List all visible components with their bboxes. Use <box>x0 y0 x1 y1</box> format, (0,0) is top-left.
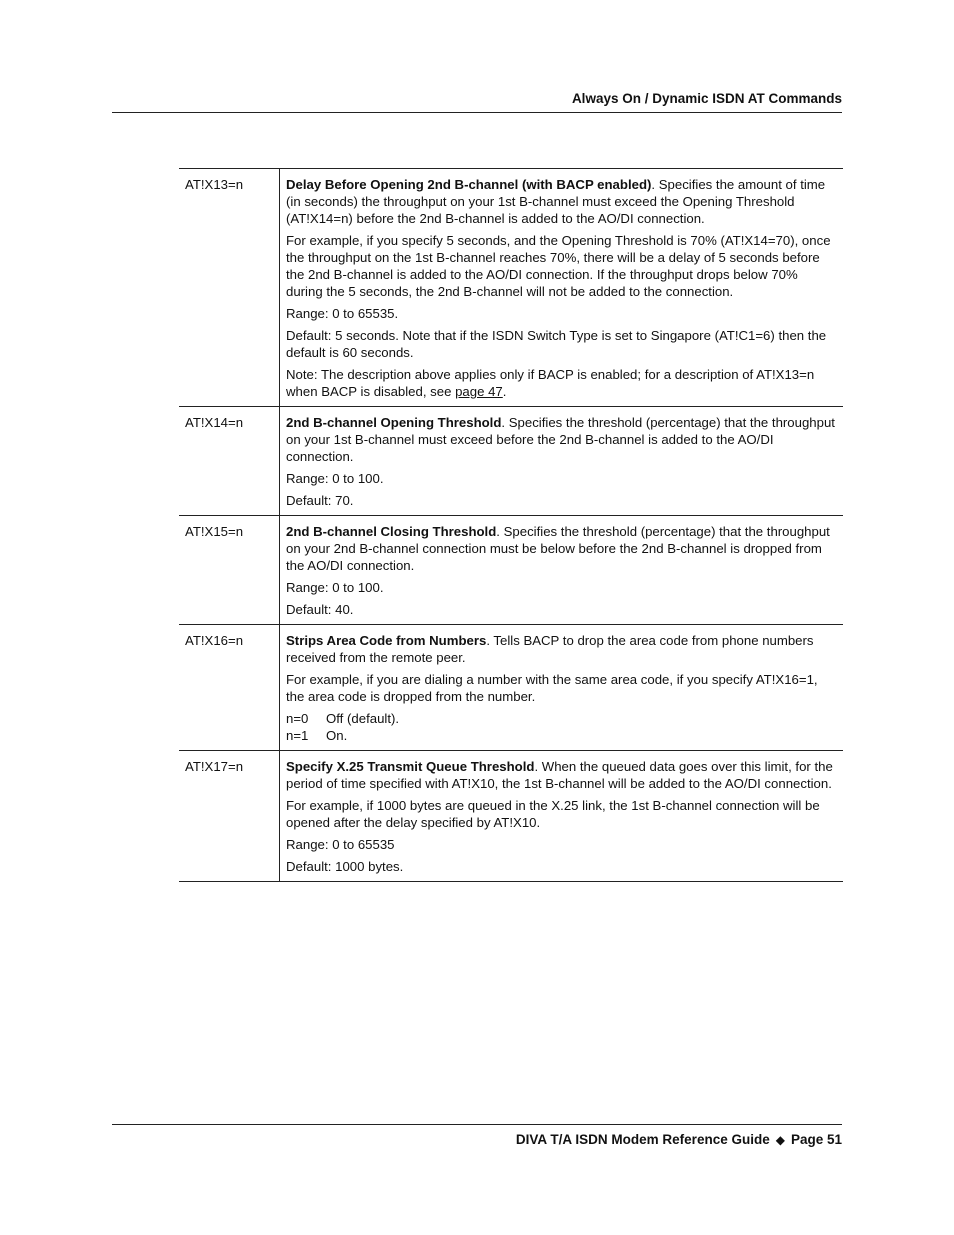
diamond-icon: ◆ <box>775 1133 785 1147</box>
table-row <box>179 407 843 516</box>
option-key: n=0 <box>286 711 309 726</box>
note-end: . <box>502 384 507 399</box>
command-name: AT!X13=n <box>179 169 280 407</box>
command-description <box>280 169 844 407</box>
command-range: Range: 0 to 65535. <box>286 306 399 321</box>
option-value: On. <box>326 728 348 743</box>
footer-divider <box>112 1124 842 1125</box>
command-name: AT!X14=n <box>179 407 280 516</box>
option-list <box>286 710 835 744</box>
command-intro: . When the queued data goes over this limit, for the period of time specified with AT!X10, the 1st B-channel will be added to the AO/DI connection. <box>286 759 833 791</box>
command-example: For example, if 1000 bytes are queued in the X.25 link, the 1st B-channel connection will be opened after the delay specified by AT!X10. <box>286 798 820 830</box>
command-name: AT!X16=n <box>179 625 280 751</box>
running-footer <box>516 1132 842 1147</box>
page-47-link[interactable]: page 47 <box>455 384 503 399</box>
option-row <box>286 710 835 727</box>
command-example: For example, if you specify 5 seconds, and the Opening Threshold is 70% (AT!X14=70), once the throughput on the 1st B-channel reaches 70%, there will be a delay of 5 seconds before the 2nd B-channel is added to the AO/DI connection. If the throughput drops below 70% during the 5 seconds, the 2nd B-channel will not be added to the connection. <box>286 233 831 299</box>
page-number: Page 51 <box>790 1132 842 1147</box>
command-intro: . Tells BACP to drop the area code from phone numbers received from the remote peer. <box>286 633 814 665</box>
command-title: 2nd B-channel Closing Threshold <box>286 524 497 539</box>
option-row <box>286 727 835 744</box>
command-range: Range: 0 to 100. <box>286 580 384 595</box>
command-intro: . Specifies the threshold (percentage) that the throughput on your 2nd B-channel connection must be below before the 2nd B-channel is dropped from the AO/DI connection. <box>286 524 830 573</box>
command-default: Default: 70. <box>286 493 354 508</box>
header-divider <box>112 112 842 113</box>
command-name: AT!X17=n <box>179 751 280 882</box>
command-title: Specify X.25 Transmit Queue Threshold <box>286 759 535 774</box>
command-range: Range: 0 to 65535 <box>286 837 395 852</box>
command-table <box>179 168 843 882</box>
table-row <box>179 516 843 625</box>
table-row <box>179 751 843 882</box>
note-text: Note: The description above applies only if BACP is enabled; for a description of AT!X13=n when BACP is disabled, see <box>286 367 815 399</box>
command-example: For example, if you are dialing a number with the same area code, if you specify AT!X16=1, the area code is dropped from the number. <box>286 672 818 704</box>
command-title: 2nd B-channel Opening Threshold <box>286 415 502 430</box>
table-row <box>179 169 843 407</box>
command-default: Default: 5 seconds. Note that if the ISDN Switch Type is set to Singapore (AT!C1=6) then the default is 60 seconds. <box>286 328 827 360</box>
table-row <box>179 625 843 751</box>
command-default: Default: 1000 bytes. <box>286 859 404 874</box>
command-name: AT!X15=n <box>179 516 280 625</box>
command-note <box>286 366 835 400</box>
command-description <box>280 407 844 516</box>
running-header: Always On / Dynamic ISDN AT Commands <box>571 91 842 106</box>
option-value: Off (default). <box>326 711 400 726</box>
command-description <box>280 625 844 751</box>
command-description <box>280 751 844 882</box>
command-title: Delay Before Opening 2nd B-channel (with BACP enabled) <box>286 177 652 192</box>
command-default: Default: 40. <box>286 602 354 617</box>
guide-title: DIVA T/A ISDN Modem Reference Guide <box>515 1132 770 1147</box>
command-title: Strips Area Code from Numbers <box>286 633 487 648</box>
option-key: n=1 <box>286 728 309 743</box>
command-intro: . Specifies the amount of time (in seconds) the throughput on your 1st B-channel must exceed the Opening Threshold (AT!X14=n) before the 2nd B-channel is added to the AO/DI connection. <box>286 177 826 226</box>
command-range: Range: 0 to 100. <box>286 471 384 486</box>
command-intro: . Specifies the threshold (percentage) that the throughput on your 1st B-channel must exceed before the 2nd B-channel is added to the AO/DI connection. <box>286 415 835 464</box>
command-description <box>280 516 844 625</box>
